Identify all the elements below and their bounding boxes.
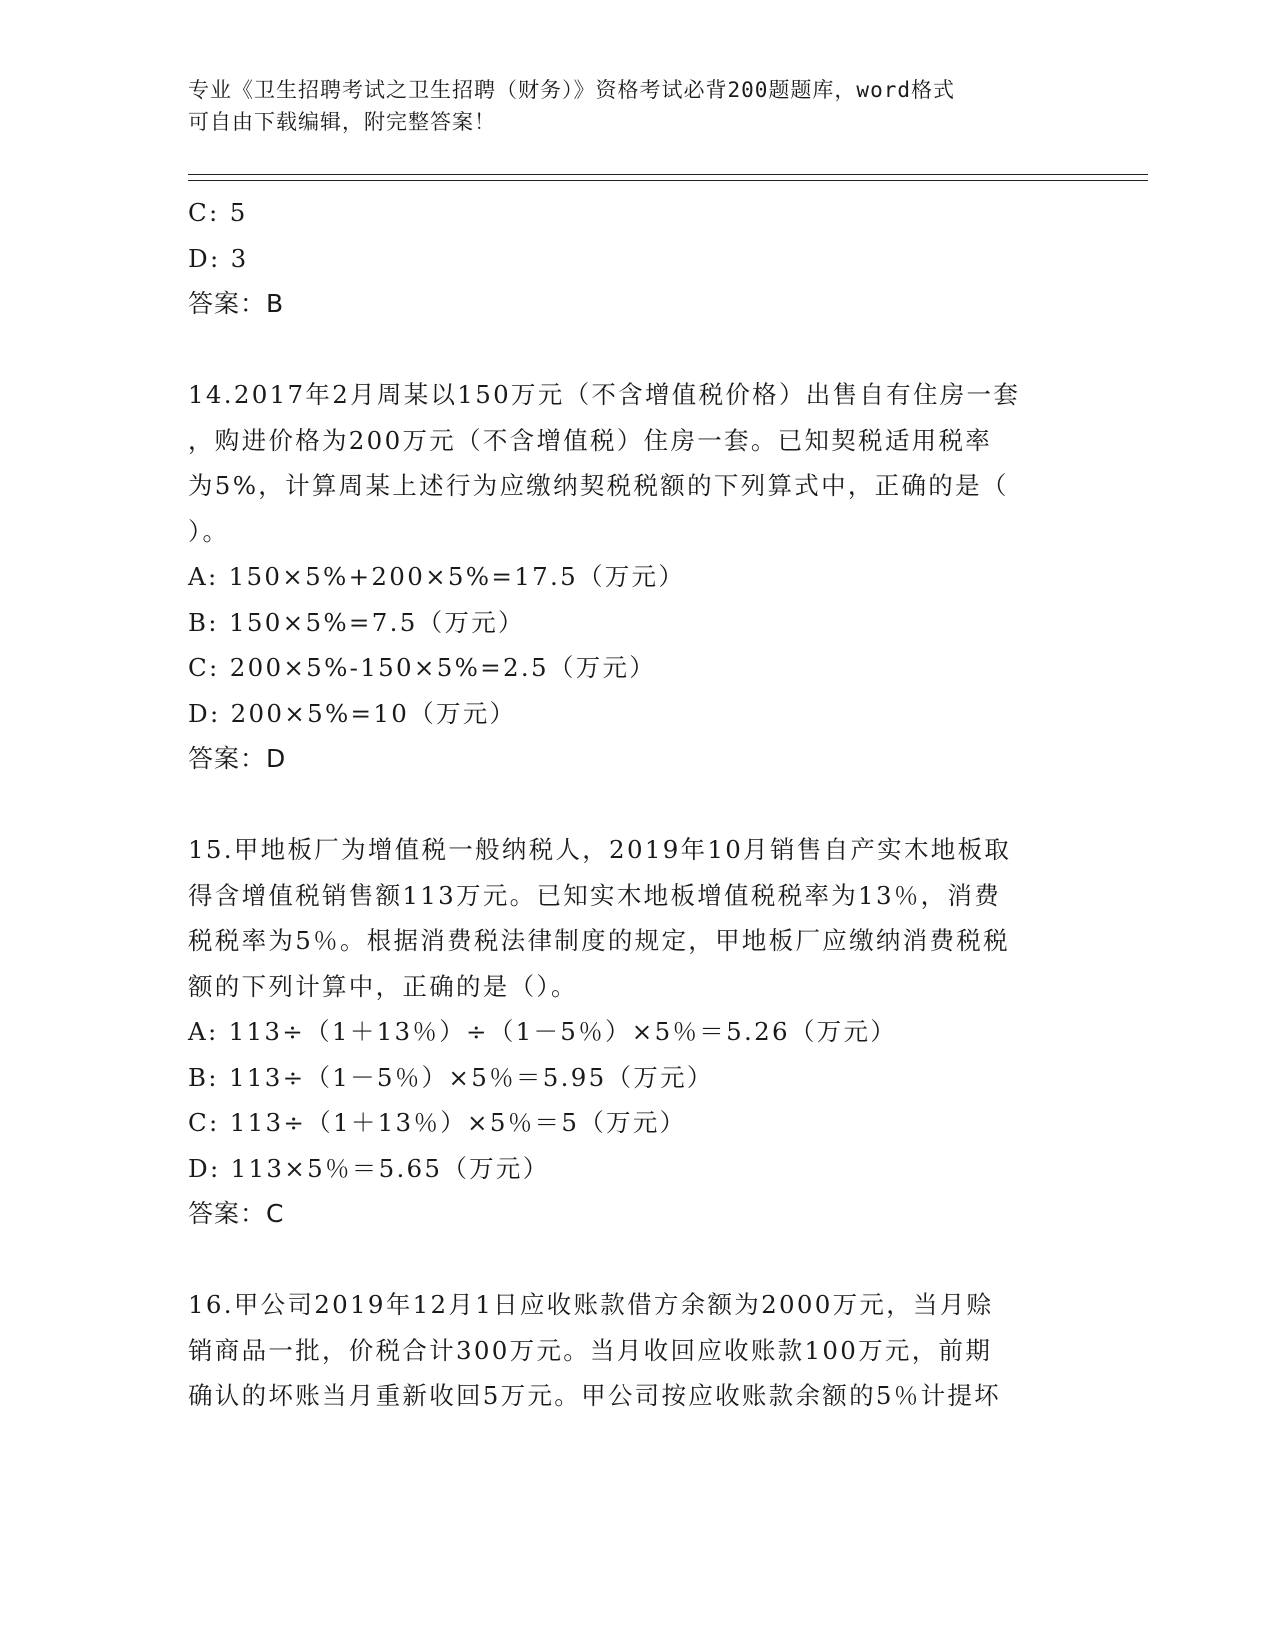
option-b: B: 150×5%=7.5（万元）	[188, 607, 525, 637]
question-text-line: 确认的坏账当月重新收回5万元。甲公司按应收账款余额的5％计提坏	[188, 1381, 1001, 1410]
answer-line: 答案：B	[188, 289, 285, 318]
question-text-line: 14.2017年2月周某以150万元（不含增值税价格）出售自有住房一套	[188, 380, 1021, 409]
question-15	[188, 827, 1088, 1237]
question-text-line: ，购进价格为200万元（不含增值税）住房一套。已知契税适用税率	[188, 425, 993, 455]
header-divider-bottom	[188, 180, 1148, 181]
question-16	[188, 1282, 1088, 1419]
option-c: C: 5	[188, 198, 248, 227]
header-title-line-1: 专业《卫生招聘考试之卫生招聘（财务）》资格考试必背200题题库，word格式	[188, 78, 955, 102]
option-a: A: 113÷（1＋13％）÷（1－5％）×5％＝5.26（万元）	[188, 1017, 898, 1046]
spacer	[188, 1237, 1088, 1283]
option-c: C: 200×5%-150×5%=2.5（万元）	[188, 653, 657, 682]
option-d: D: 200×5%=10（万元）	[188, 698, 517, 728]
option-d: D: 113×5％＝5.65（万元）	[188, 1153, 550, 1183]
question-text-line: 销商品一批，价税合计300万元。当月收回应收账款100万元，前期	[188, 1335, 993, 1365]
spacer	[188, 782, 1088, 828]
question-content	[188, 190, 1088, 1419]
option-d: D: 3	[188, 243, 249, 273]
question-text-line: ）。	[188, 516, 230, 546]
document-header	[188, 74, 1068, 138]
question-text-line: 16.甲公司2019年12月1日应收账款借方余额为2000万元，当月赊	[188, 1290, 994, 1319]
question-text-line: 税税率为5％。根据消费税法律制度的规定，甲地板厂应缴纳消费税税	[188, 926, 1010, 955]
question-text-line: 得含增值税销售额113万元。已知实木地板增值税税率为13％，消费	[188, 880, 1002, 910]
answer-line: 答案：C	[188, 1199, 285, 1228]
header-title-line-2: 可自由下载编辑，附完整答案！	[188, 110, 496, 134]
option-b: B: 113÷（1－5％）×5％＝5.95（万元）	[188, 1062, 714, 1092]
question-text-line: 15.甲地板厂为增值税一般纳税人，2019年10月销售自产实木地板取	[188, 835, 1012, 864]
question-text-line: 额的下列计算中，正确的是（）。	[188, 971, 578, 1001]
question-text-line: 为5%，计算周某上述行为应缴纳契税税额的下列算式中，正确的是（	[188, 471, 1009, 500]
question-14	[188, 372, 1088, 782]
option-a: A: 150×5%+200×5%=17.5（万元）	[188, 562, 686, 591]
header-divider-top	[188, 174, 1148, 175]
option-c: C: 113÷（1＋13％）×5％＝5（万元）	[188, 1108, 687, 1137]
spacer	[188, 327, 1088, 373]
answer-line: 答案：D	[188, 744, 287, 773]
